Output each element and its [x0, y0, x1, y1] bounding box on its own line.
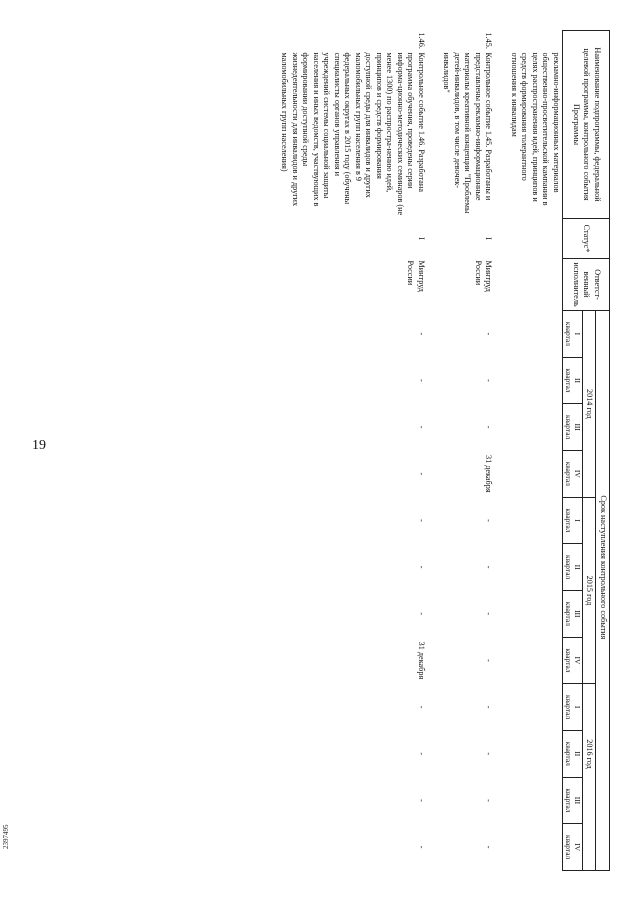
- row-cell: -: [417, 472, 426, 476]
- header-term-column: Срок наступления контрольного события: [596, 311, 610, 824]
- row-status: I: [484, 237, 494, 240]
- header-term-extension: [596, 824, 610, 871]
- row-cell: [495, 824, 563, 871]
- header-row-1: [596, 31, 610, 871]
- row-number: [495, 31, 563, 51]
- row-cell: [495, 311, 563, 358]
- quarter-header: I квартал: [563, 311, 583, 358]
- row-executor: Минтруд России: [406, 260, 426, 292]
- table-row: [427, 31, 495, 871]
- table-row: [278, 31, 427, 871]
- row-cell: -: [484, 612, 494, 616]
- document-code: 2397495: [2, 824, 10, 849]
- row-number: 1.45.: [484, 32, 494, 49]
- quarter-header: IV квартал: [563, 637, 583, 684]
- row-executor: [495, 259, 563, 311]
- row-cell: -: [417, 519, 426, 522]
- row-executor: Минтруд России: [474, 260, 494, 292]
- row-cell: -: [484, 845, 494, 849]
- row-cell: -: [484, 379, 494, 382]
- row-name: рекламно-информационных материалов общественно-просветительской кампании в целях распространения идей, принципов и средств формирования толерантного отношения к инвалидам: [510, 52, 561, 206]
- page-number: 19: [32, 438, 46, 453]
- row-name: Контрольное событие 1.45. Разработаны и представлены рекламно-информационные материалы креативной концепции "Проблемы детей-инвалидов, в том числе девочек-инвалидов": [442, 52, 494, 214]
- row-cell: -: [417, 379, 426, 382]
- quarter-header: III квартал: [563, 777, 583, 824]
- quarter-header: I квартал: [563, 497, 583, 544]
- row-cell: -: [484, 659, 494, 662]
- quarter-header: II квартал: [563, 730, 583, 777]
- quarter-header: II квартал: [563, 357, 583, 404]
- row-cell: -: [484, 332, 494, 336]
- row-cell: -: [484, 752, 494, 756]
- quarter-header: III квартал: [563, 404, 583, 451]
- row-cell: [495, 544, 563, 591]
- row-cell: -: [417, 425, 426, 429]
- row-cell: [495, 404, 563, 451]
- header-year-2016: 2016 год: [583, 684, 597, 824]
- quarter-header: I квартал: [563, 684, 583, 731]
- row-cell: [495, 357, 563, 404]
- row-cell: -: [417, 799, 426, 802]
- header-status-column: Статус*: [563, 219, 610, 259]
- row-cell: -: [417, 752, 426, 756]
- table-row: [495, 31, 563, 871]
- row-cell: -: [484, 705, 494, 709]
- row-cell: -: [417, 332, 426, 336]
- quarter-header: III квартал: [563, 590, 583, 637]
- row-cell: [495, 730, 563, 777]
- header-year-2016-extension: [583, 824, 597, 871]
- rotated-page-content: [30, 30, 610, 870]
- row-cell: -: [417, 845, 426, 849]
- quarter-header: IV квартал: [563, 824, 583, 871]
- row-cell: -: [484, 425, 494, 429]
- row-name: Контрольное событие 1.46. Разработана программа обучения, проведены серии информа-ционно-методических семинаров (не менее 1300) по распростра-нению идей, принципов и средств формирования доступной среды для инвалидов и других маломобильных групп населения в 9 федеральных округах в 2015 году (обучены специалисты органов управления и учреждений системы социальной защиты населения и иных ведомств, участвующих в формировании доступной среды жизнедеятельности для инвалидов и других маломобильных групп населения): [280, 52, 426, 216]
- row-cell: [495, 684, 563, 731]
- header-year-2015: 2015 год: [583, 497, 597, 684]
- row-cell: -: [484, 519, 494, 522]
- row-cell: [495, 590, 563, 637]
- row-cell: -: [417, 705, 426, 709]
- row-number: 1.46.: [417, 32, 426, 49]
- row-cell: 31 декабря: [484, 455, 494, 493]
- quarter-header: II квартал: [563, 544, 583, 591]
- row-cell: [495, 777, 563, 824]
- row-cell: -: [484, 799, 494, 802]
- row-cell: 31 декабря: [417, 641, 426, 680]
- row-cell: -: [417, 565, 426, 569]
- header-name-column: Наименование подпрограммы, федеральной целевой программы, контрольного события Программы: [563, 31, 610, 219]
- row-cell: -: [484, 565, 494, 569]
- header-executor-column: Ответст-венный исполнитель: [563, 259, 610, 311]
- row-status: I: [417, 237, 426, 240]
- control-events-table: [278, 30, 610, 871]
- row-status: [495, 219, 563, 259]
- quarter-header: IV квартал: [563, 450, 583, 497]
- row-cell: [495, 497, 563, 544]
- row-cell: -: [417, 612, 426, 616]
- header-year-2014: 2014 год: [583, 311, 597, 498]
- row-cell: [495, 450, 563, 497]
- row-cell: [495, 637, 563, 684]
